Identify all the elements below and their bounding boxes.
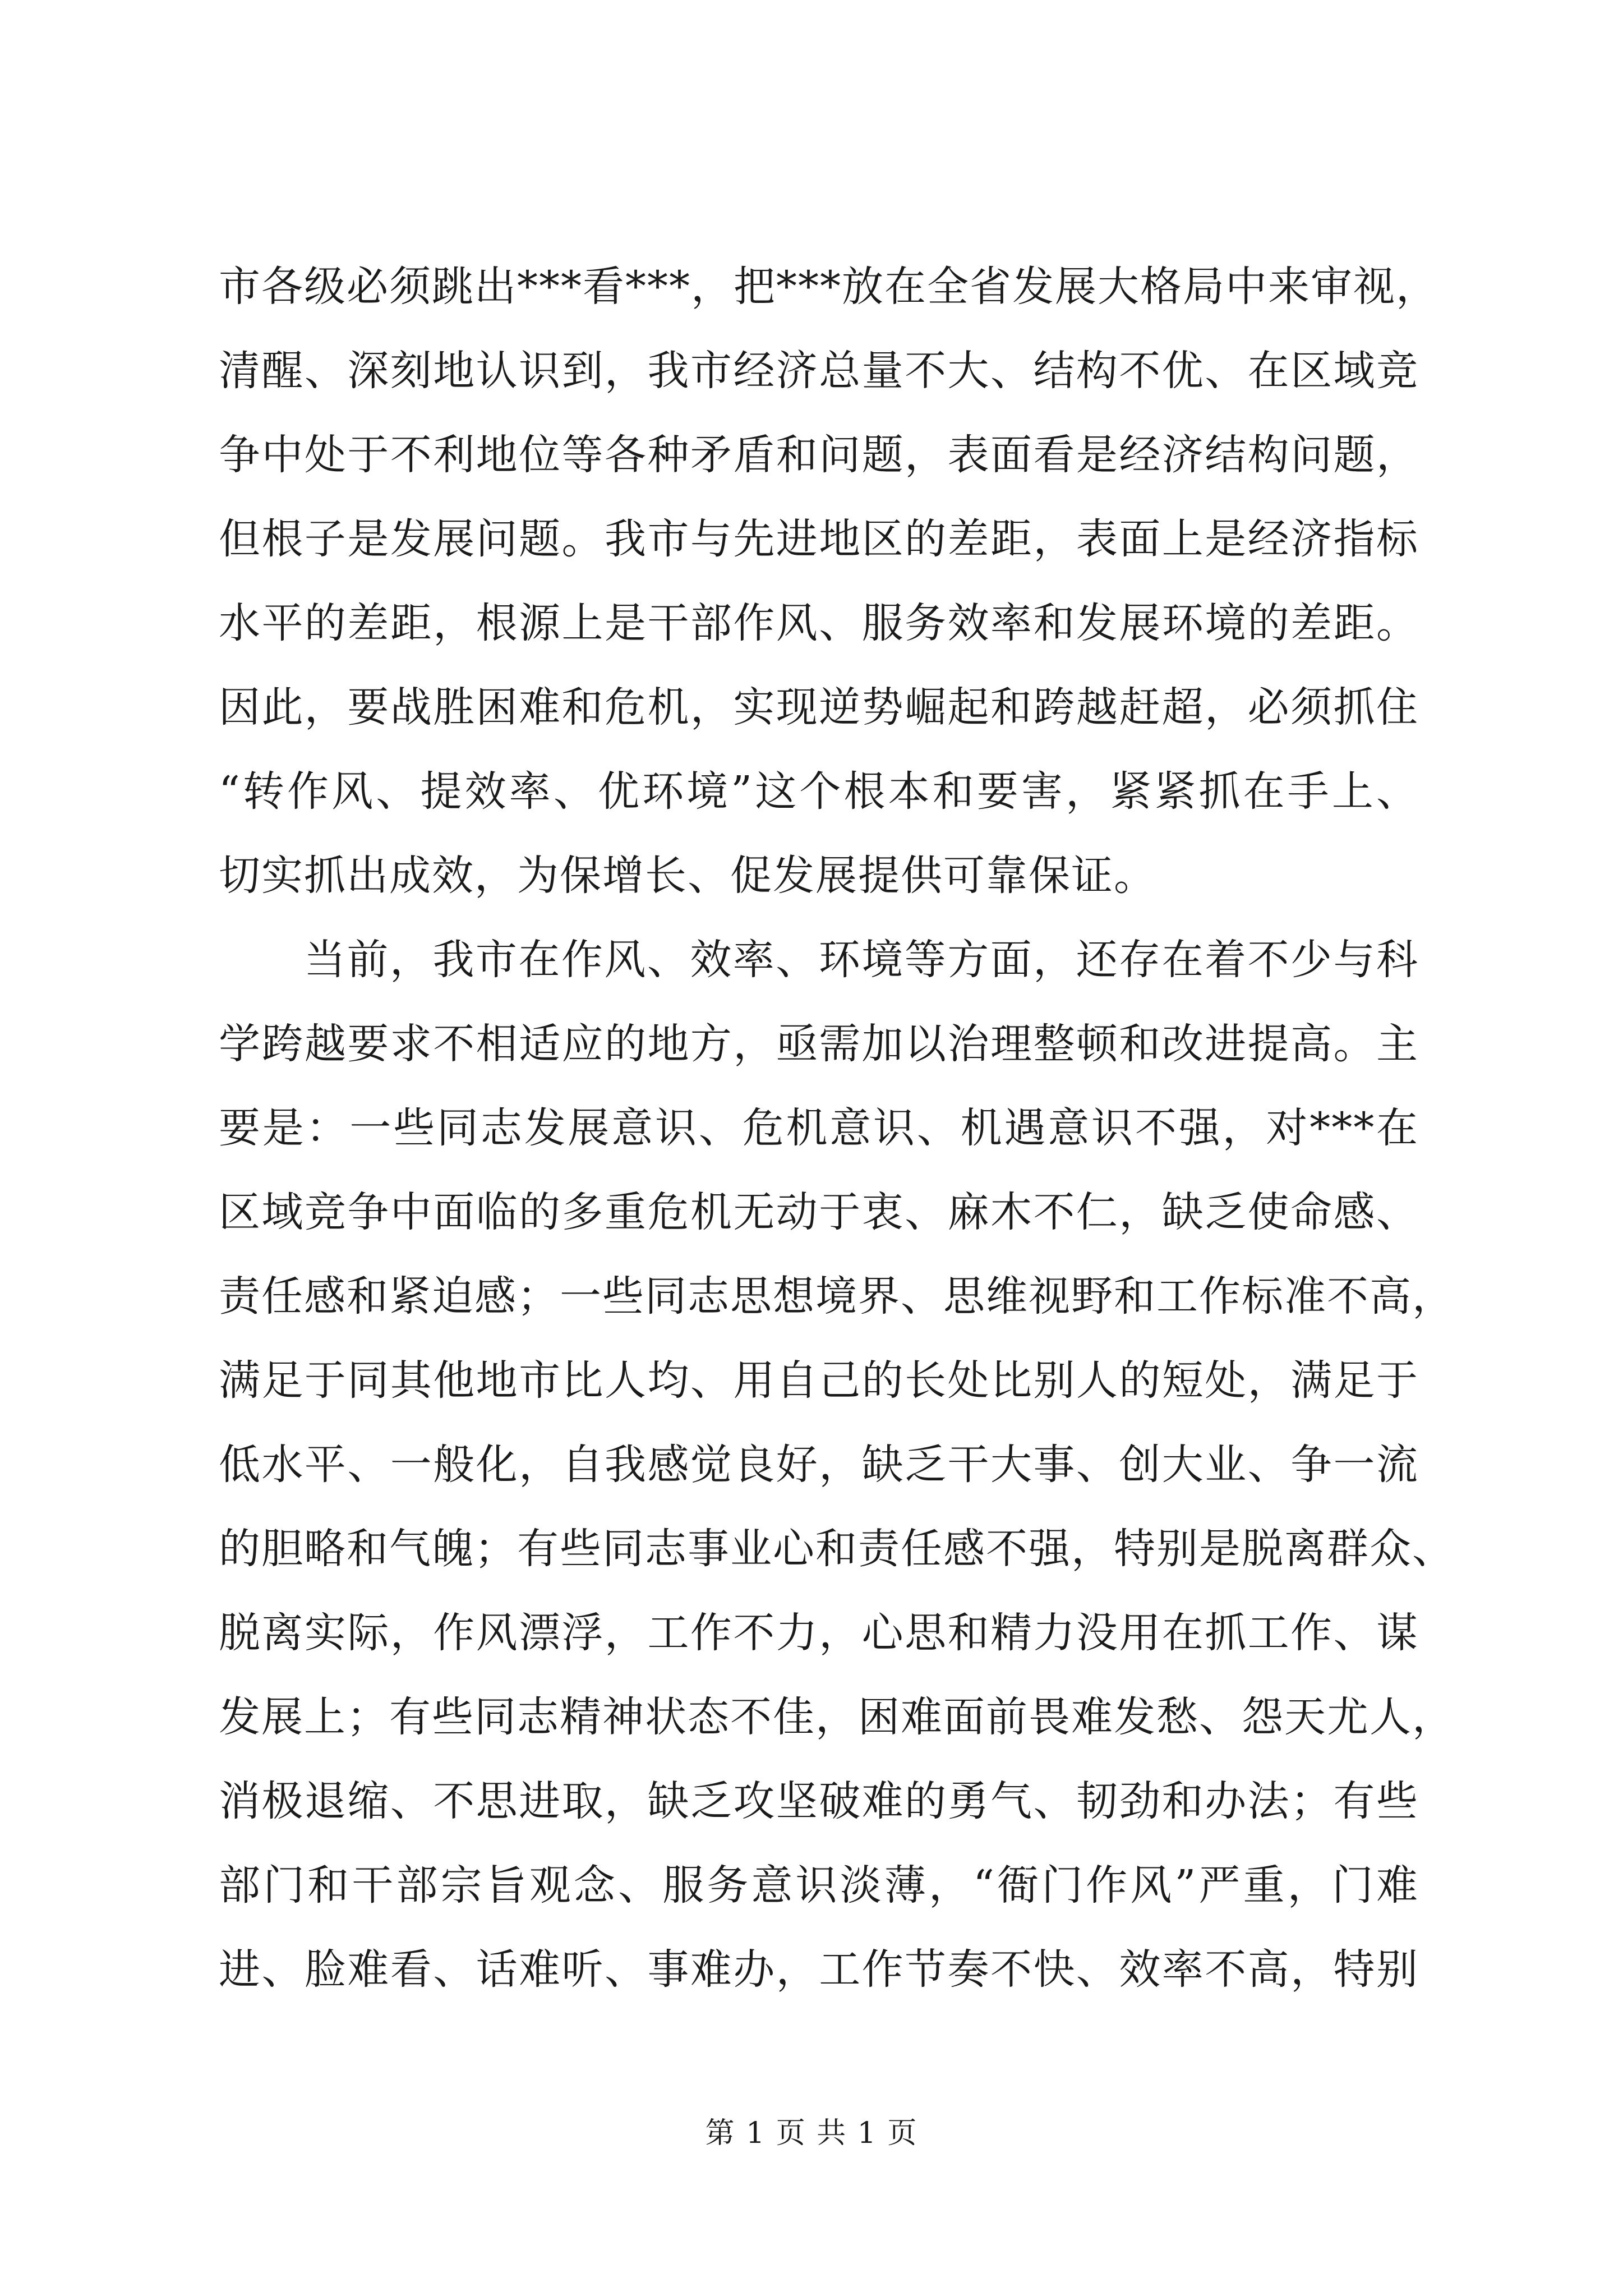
paragraph-first-line: 当前，我市在作风、效率、环境等方面，还存在着不少与科: [304, 936, 1419, 984]
page-footer: 第 1 页 共 1 页: [705, 2116, 918, 2150]
text-line: 但根子是发展问题。我市与先进地区的差距，表面上是经济指标: [219, 515, 1419, 563]
text-line: 水平的差距，根源上是干部作风、服务效率和发展环境的差距。: [219, 599, 1419, 647]
text-line: 学跨越要求不相适应的地方，亟需加以治理整顿和改进提高。主: [219, 1020, 1419, 1068]
text-line: 脱离实际，作风漂浮，工作不力，心思和精力没用在抓工作、谋: [219, 1609, 1419, 1657]
text-line: 争中处于不利地位等各种矛盾和问题，表面看是经济结构问题，: [219, 431, 1419, 479]
text-line: 责任感和紧迫感；一些同志思想境界、思维视野和工作标准不高，: [219, 1272, 1455, 1320]
text-line: 部门和干部宗旨观念、服务意识淡薄，“衙门作风”严重，门难: [219, 1861, 1419, 1910]
text-line: 市各级必须跳出***看***，把***放在全省发展大格局中来审视，: [219, 263, 1438, 311]
text-line: 进、脸难看、话难听、事难办，工作节奏不快、效率不高，特别: [219, 1945, 1419, 1994]
text-line: 发展上；有些同志精神状态不佳，困难面前畏难发愁、怨天尤人，: [219, 1693, 1455, 1741]
text-line: 满足于同其他地市比人均、用自己的长处比别人的短处，满足于: [219, 1356, 1419, 1405]
text-line: 区域竞争中面临的多重危机无动于衷、麻木不仁，缺乏使命感、: [219, 1188, 1419, 1236]
text-line: 低水平、一般化，自我感觉良好，缺乏干大事、创大业、争一流: [219, 1441, 1419, 1489]
text-line: 消极退缩、不思进取，缺乏攻坚破难的勇气、韧劲和办法；有些: [219, 1777, 1419, 1825]
text-line: 要是：一些同志发展意识、危机意识、机遇意识不强，对***在: [219, 1104, 1419, 1152]
text-line: 清醒、深刻地认识到，我市经济总量不大、结构不优、在区域竞: [219, 347, 1419, 395]
body-text: [219, 245, 1455, 2012]
text-line: 切实抓出成效，为保增长、促发展提供可靠保证。: [219, 852, 1156, 900]
text-line: 的胆略和气魄；有些同志事业心和责任感不强，特别是脱离群众、: [219, 1525, 1455, 1573]
text-line: 因此，要战胜困难和危机，实现逆势崛起和跨越赶超，必须抓住: [219, 683, 1419, 731]
text-line: “转作风、提效率、优环境”这个根本和要害，紧紧抓在手上、: [219, 767, 1419, 816]
